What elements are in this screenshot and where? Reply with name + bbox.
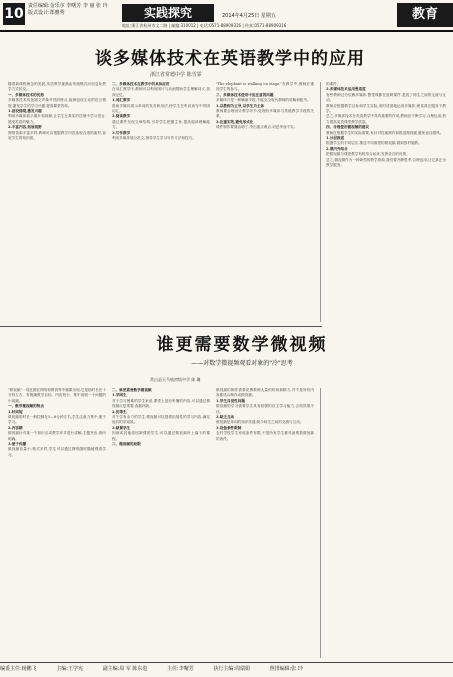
page-number: 10 xyxy=(3,3,25,25)
subheading: 2.丰富内容,拓展视野 xyxy=(8,125,42,130)
paragraph: 随着新课程理念的发展,英语教学逐渐由传统模式向信息化教学方式转变。 xyxy=(8,82,106,92)
editor-credits xyxy=(28,3,108,17)
header-rule xyxy=(0,30,453,32)
subheading: 二、谁更需要数学微视频 xyxy=(112,388,152,392)
paragraph: 多媒体技术具备图文声像并茂的特点,能够创设生动的语言情境,激发学生的学习兴趣,提高课堂效率。 xyxy=(8,98,106,108)
footer-credit: 照排编辑:张 玲 xyxy=(269,666,303,672)
paragraph: "微视频"一词近期在网络和教育界中频繁出现,它是指时长在十分钟左右、有明确教学目标、内容短小、集中说明一个问题的小视频。 xyxy=(8,388,106,403)
footer-credit: 主任:李曙芳 xyxy=(167,666,194,672)
footer-credit: 编委主任:杨鹏飞 xyxy=(0,666,37,672)
subheading: 3.多媒体技术运用要适度 xyxy=(326,87,366,92)
article1-title: 谈多媒体技术在英语教学中的应用 xyxy=(95,49,365,69)
paragraph: 在词汇教学中,教师可以利用图片与动画帮助学生理解词义,加深记忆。 xyxy=(112,87,210,97)
subheading: 1.分层推送 xyxy=(326,136,345,141)
paragraph: 微视频的制作需要花费教师大量的时间和精力,并不是所有内容都适合制作成微视频。 xyxy=(216,388,314,398)
subheading: 1.学生自觉性问题 xyxy=(216,398,245,403)
design-line: 版式设计:郑雅秀 xyxy=(28,10,65,16)
column-divider xyxy=(320,82,321,322)
article2-author: 常山县天马镇初级中学 陈 珊 xyxy=(150,377,201,382)
subheading: 二、多媒体技术在教学中的具体应用 xyxy=(112,82,170,86)
subheading: 1.词汇教学 xyxy=(112,98,131,103)
paragraph: 多媒体只是一种辅助手段,不能完全取代教师的讲解和板书。 xyxy=(216,98,311,103)
paragraph: 因病或其他原因缺课的学生,可以通过微视频补上落下的课程。 xyxy=(112,431,210,441)
paragraph: 教师要合理设计教学环节,处理好多媒体与传统教学手段的关系。 xyxy=(216,109,314,119)
editor-line: 责任编辑:金乐尔 李曙芳 李 丽 张 玲 xyxy=(28,3,108,9)
newspaper-logo: 教育 xyxy=(397,3,453,27)
footer-credit: 主编:王学宪 xyxy=(56,666,83,672)
subheading: 3.缺课学生 xyxy=(112,425,131,430)
article2-column-1 xyxy=(8,388,106,658)
paragraph: 的课件。 xyxy=(326,82,341,86)
subheading: 2.缺乏互动 xyxy=(216,415,235,420)
subheading: 3.设备条件限制 xyxy=(216,425,242,430)
paragraph: 微视频针对某一个知识点或教学环节进行讲解,主题突出,指向明确。 xyxy=(8,431,106,441)
date-line: 2014年4月25日 星期五 xyxy=(222,13,276,19)
subheading: 1.学困生 xyxy=(112,393,127,398)
paragraph: 微视频的时长一般控制在5—8分钟左右,学生注意力集中,便于学习。 xyxy=(8,415,106,425)
paragraph: 对于学习困难的学生来说,课堂上没有听懂的内容,可以通过微视频反复观看,查漏补缺。 xyxy=(112,398,210,409)
paragraph: 通过课件呈现文章结构,引导学生把握主旨,提高阅读理解能力。 xyxy=(112,119,210,130)
paragraph: 微视频容量小,格式多样,学生可以通过网络随时随地观看学习。 xyxy=(8,447,106,457)
paragraph: 有些教师过分依赖多媒体,整堂课都在放映课件,忽视了师生之间的交流与互动。 xyxy=(326,92,446,103)
article1-column-1 xyxy=(8,82,106,322)
subheading: 三、微视频的局限 xyxy=(112,442,141,447)
article2-headline xyxy=(92,330,392,368)
paragraph: 微视频是单向的知识传递,缺少师生之间的交流与互动。 xyxy=(216,420,304,425)
article1-column-2 xyxy=(112,82,210,322)
page-header xyxy=(0,0,453,30)
article2-title: 谁更需要数学微视频 xyxy=(156,335,328,355)
subheading: 1.以教师为主导,以学生为主体 xyxy=(216,103,265,108)
column-divider xyxy=(320,388,321,658)
subheading: 3.便于传播 xyxy=(8,442,27,447)
subheading: 1.创设情境,激发兴趣 xyxy=(8,109,42,114)
subheading: 2.课内外结合 xyxy=(326,146,348,151)
paragraph: 对于学有余力的学生,微视频可以提供拓展性的学习内容,满足他们的求知欲。 xyxy=(112,415,210,425)
paragraph: 根据学生的不同层次,推送不同难度的微视频,做到因材施教。 xyxy=(326,141,422,146)
subheading: 2.优等生 xyxy=(112,409,127,414)
subheading: 2.阅读教学 xyxy=(112,114,131,119)
subheading: 四、合理使用微视频的建议 xyxy=(326,125,370,130)
paragraph: 教师应根据教学目标和学生实际,适时适度地运用多媒体,使其真正服务于教学。 xyxy=(326,103,446,114)
article1-author: 浙江省常德中学 陈雪霏 xyxy=(150,72,202,78)
paragraph: 借助多媒体展示单词的发音和用法,使学生在听说读写中巩固词汇。 xyxy=(112,103,210,114)
article2-column-3 xyxy=(216,388,314,658)
subheading: 1.时间短 xyxy=(8,409,23,414)
subheading: 2.内容精 xyxy=(8,425,23,430)
paragraph: 网络资源丰富多样,教师可以根据教学内容选取合适的素材,拓宽学生的知识面。 xyxy=(8,130,106,141)
subheading: 2.注重实效,避免形式化 xyxy=(216,119,254,124)
footer-credit: 执行主编:周瑞娟 xyxy=(213,666,250,672)
contact-line: 地址:浙江省杭州市文二路 | 邮编:310012 | 电话:0571-88909316 | 传真:0571-88909316 xyxy=(122,23,287,28)
page-footer xyxy=(0,662,453,677)
paragraph: 教师应根据学生的实际需要,有针对性地制作和推送微视频,避免盲目跟风。 xyxy=(326,130,444,135)
subheading: 3.写作教学 xyxy=(112,130,131,135)
paragraph: 农村学校学生家庭条件有限,不是所有学生都具备观看微视频的条件。 xyxy=(216,431,314,441)
article2-subtitle: ——对数学微视频观看对象的"冷"思考 xyxy=(191,360,293,367)
paragraph: 把微视频与课堂教学有机结合起来,发挥各自的优势。 xyxy=(326,152,410,157)
article1-column-3 xyxy=(216,82,314,322)
paragraph: 利用多媒体展示范文,指导学生学习写作方法和技巧。 xyxy=(112,136,196,141)
subheading: 一、多媒体技术的优势 xyxy=(8,92,44,97)
article-divider xyxy=(0,326,322,327)
paragraph: 课件制作要简洁明了,突出重点难点,切忌华而不实。 xyxy=(216,125,298,130)
subheading: 一、数学微视频的特点 xyxy=(8,404,44,409)
paragraph: 利用多媒体展示图片和视频,让学生在真实的语境中学习语言,感受英语的魅力。 xyxy=(8,114,106,124)
subheading: 三、多媒体技术使用中应注意的问题 xyxy=(216,92,274,97)
paragraph: 微视频的学习需要学生具有较强的自主学习能力,否则效果不佳。 xyxy=(216,404,314,414)
paragraph: 总之,微视频作为一种新型的教学资源,我们要冷静思考,合理运用,让它真正为教学服务。 xyxy=(326,157,446,168)
paragraph: 总之,多媒体技术在英语教学中具有重要的作用,教师应不断学习,合理运用,努力提高英语课堂教学质量。 xyxy=(326,114,446,124)
paragraph: "The elephant is walking on stage."在教学中,教师应重视学生的参与。 xyxy=(216,82,314,92)
right-column xyxy=(326,82,446,662)
article2-column-2 xyxy=(112,388,210,658)
section-title: 实践探究 xyxy=(122,4,214,22)
footer-credit: 副主编:周 军 陈东进 xyxy=(102,666,148,672)
